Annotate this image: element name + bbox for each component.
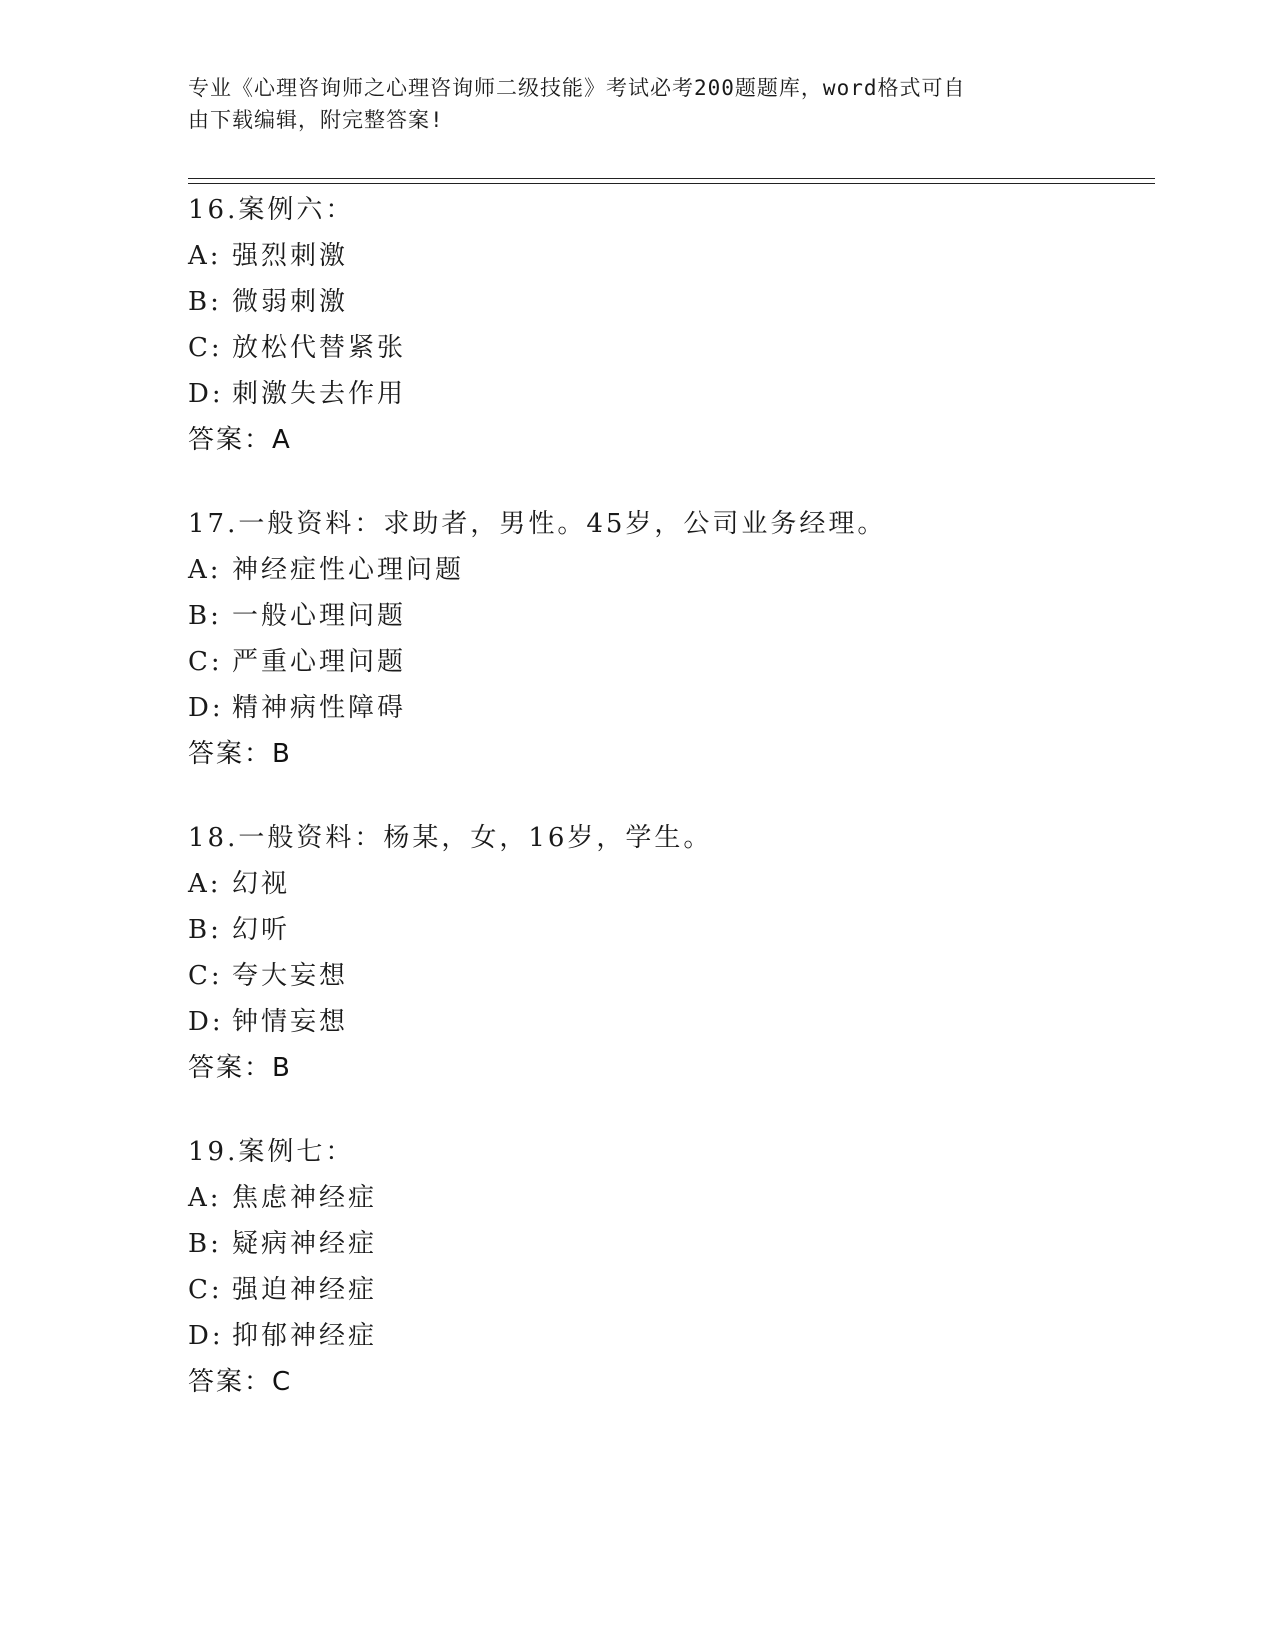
question-18 [188, 815, 1155, 1091]
option-b [188, 593, 1155, 639]
option-text: 钟情妄想 [232, 1007, 349, 1037]
header-divider-top [188, 178, 1155, 179]
option-text: 微弱刺激 [232, 287, 349, 317]
answer-line: 答案：A [188, 425, 292, 455]
question-stem: 18.一般资料：杨某，女，16岁，学生。 [188, 823, 713, 853]
option-c [188, 953, 1155, 999]
option-text: 疑病神经症 [232, 1229, 378, 1259]
option-text: 强烈刺激 [232, 241, 349, 271]
option-letter: C: [188, 961, 223, 991]
option-text: 焦虑神经症 [232, 1183, 378, 1213]
option-letter: A: [188, 555, 222, 585]
option-letter: D: [188, 1007, 224, 1037]
question-16 [188, 187, 1155, 463]
option-d [188, 371, 1155, 417]
question-17 [188, 501, 1155, 777]
option-letter: B: [188, 915, 222, 945]
option-a [188, 547, 1155, 593]
option-letter: B: [188, 287, 222, 317]
option-text: 一般心理问题 [232, 601, 407, 631]
option-b [188, 279, 1155, 325]
option-letter: A: [188, 241, 222, 271]
option-letter: D: [188, 379, 224, 409]
option-text: 夸大妄想 [232, 961, 349, 991]
question-19 [188, 1129, 1155, 1405]
header-line-2: 由下载编辑，附完整答案! [188, 108, 444, 132]
option-text: 放松代替紧张 [232, 333, 407, 363]
option-text: 抑郁神经症 [232, 1321, 378, 1351]
option-letter: D: [188, 1321, 224, 1351]
question-stem: 19.案例七： [188, 1137, 355, 1167]
option-a [188, 861, 1155, 907]
option-text: 幻视 [232, 869, 291, 899]
document-header [188, 72, 1068, 136]
option-letter: B: [188, 1229, 222, 1259]
option-text: 精神病性障碍 [232, 693, 407, 723]
option-b [188, 1221, 1155, 1267]
option-letter: A: [188, 869, 222, 899]
option-letter: B: [188, 601, 222, 631]
option-text: 严重心理问题 [232, 647, 407, 677]
header-line-1: 专业《心理咨询师之心理咨询师二级技能》考试必考200题题库，word格式可自 [188, 76, 966, 100]
option-d [188, 999, 1155, 1045]
option-letter: C: [188, 647, 223, 677]
option-letter: D: [188, 693, 224, 723]
option-a [188, 1175, 1155, 1221]
option-b [188, 907, 1155, 953]
option-text: 刺激失去作用 [232, 379, 407, 409]
question-stem: 16.案例六： [188, 195, 355, 225]
option-c [188, 639, 1155, 685]
option-letter: C: [188, 333, 223, 363]
option-text: 神经症性心理问题 [232, 555, 465, 585]
question-stem: 17.一般资料：求助者，男性。45岁，公司业务经理。 [188, 509, 887, 539]
option-c [188, 325, 1155, 371]
option-a [188, 233, 1155, 279]
option-d [188, 685, 1155, 731]
answer-line: 答案：B [188, 1053, 292, 1083]
answer-line: 答案：C [188, 1367, 293, 1397]
header-divider-bottom [188, 183, 1155, 184]
question-list [188, 187, 1155, 1443]
option-d [188, 1313, 1155, 1359]
option-letter: A: [188, 1183, 222, 1213]
option-text: 幻听 [232, 915, 291, 945]
answer-line: 答案：B [188, 739, 292, 769]
option-letter: C: [188, 1275, 223, 1305]
option-text: 强迫神经症 [232, 1275, 378, 1305]
option-c [188, 1267, 1155, 1313]
